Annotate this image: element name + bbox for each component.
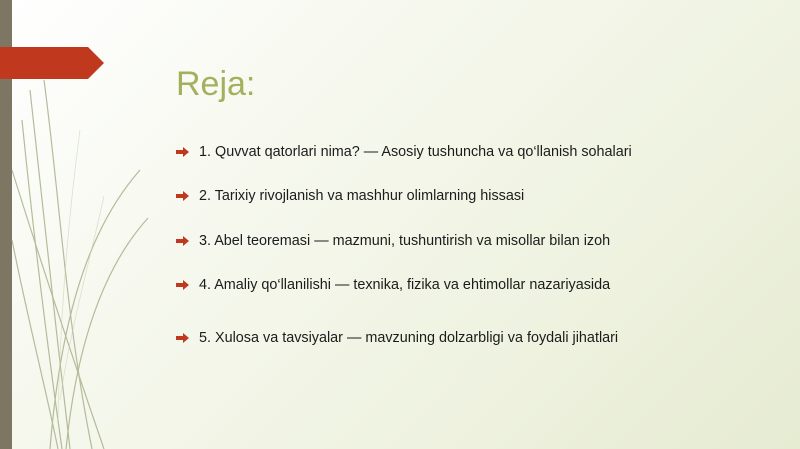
arrow-bullet-icon (176, 147, 189, 157)
arrow-bullet-icon (176, 333, 189, 343)
arrow-bullet-icon (176, 191, 189, 201)
list-item-text: 3. Abel teoremasi — mazmuni, tushuntirish va misollar bilan izoh (199, 233, 611, 249)
list-item (176, 328, 618, 348)
arrow-bullet-icon (176, 280, 189, 290)
arrow-bullet-icon (176, 236, 189, 246)
title-accent-tab (0, 47, 104, 79)
list-item-text: 4. Amaliy qo‘llanilishi — texnika, fizika va ehtimollar nazariyasida (199, 277, 611, 293)
list-item-text: 5. Xulosa va tavsiyalar — mavzuning dolzarbligi va foydali jihatlari (199, 330, 619, 346)
bullet-list (176, 0, 786, 449)
list-item (176, 186, 524, 206)
list-item (176, 231, 610, 251)
list-item-text: 2. Tarixiy rivojlanish va mashhur olimlarning hissasi (199, 188, 525, 204)
list-item-text: 1. Quvvat qatorlari nima? — Asosiy tushuncha va qo‘llanish sohalari (199, 144, 632, 160)
slide-title: Reja: (176, 65, 256, 103)
list-item (176, 275, 610, 295)
list-item (176, 142, 632, 162)
